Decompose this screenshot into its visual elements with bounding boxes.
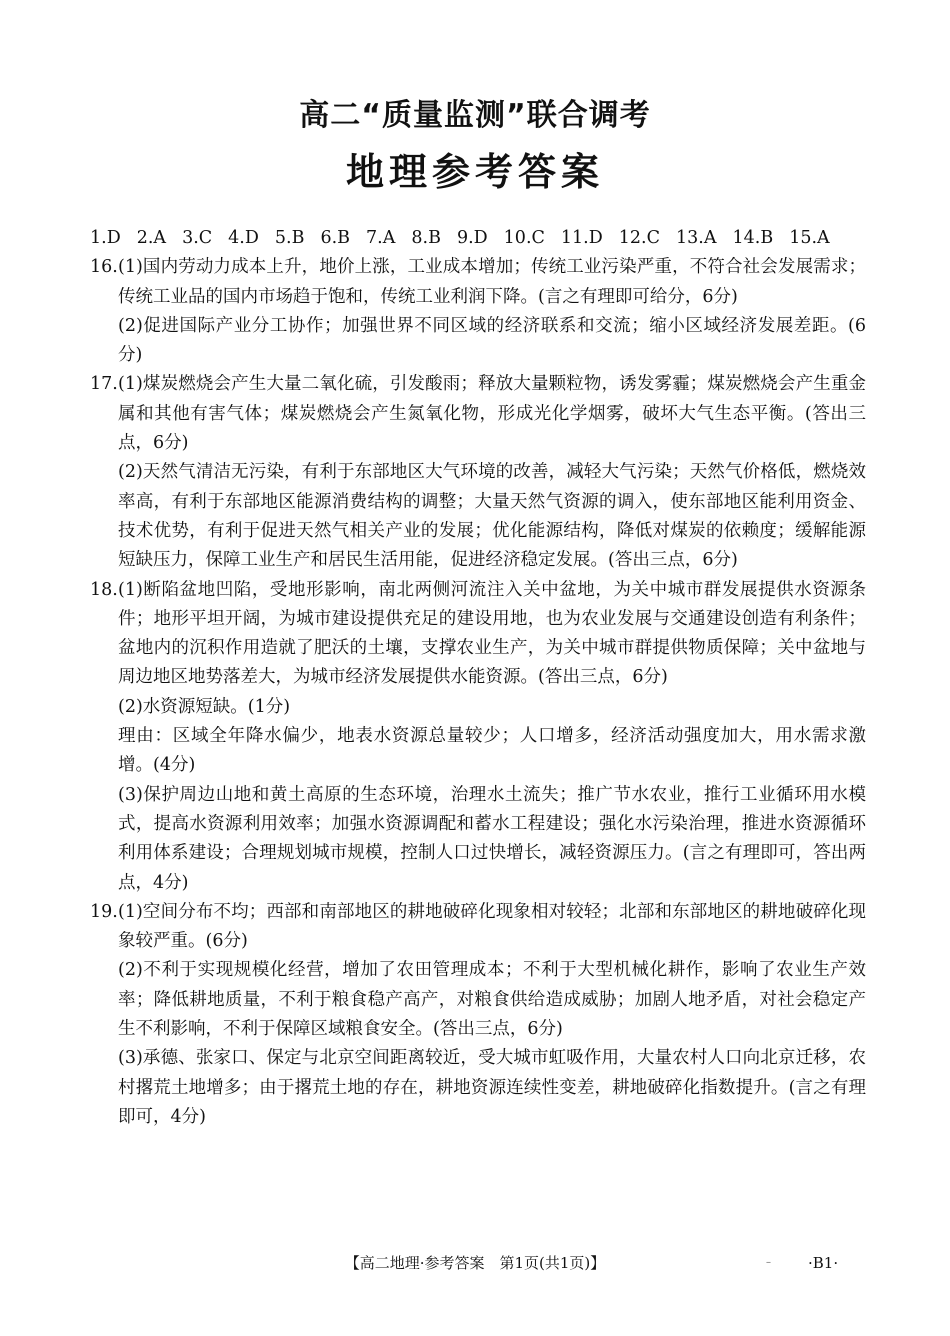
answer-content: [90, 224, 866, 1132]
answer-part: (3)保护周边山地和黄土高原的生态环境，治理水土流失；推广节水农业，推行工业循环用水模式，提高水资源利用效率；加强水资源调配和蓄水工程建设；强化水污染治理，推进水资源循环利用体系建设；合理规划城市规模，控制人口过快增长，减轻资源压力。(言之有理即可，答出两点，4分): [118, 784, 866, 893]
answer-part: (1)煤炭燃烧会产生大量二氧化硫，引发酸雨；释放大量颗粒物，诱发雾霾；煤炭燃烧会产生重金属和其他有害气体；煤炭燃烧会产生氮氧化物，形成光化学烟雾，破坏大气生态平衡。(答出三点，6分): [118, 374, 866, 454]
mc-answer: 12.C: [618, 228, 661, 248]
mc-answer: 5.B: [274, 228, 305, 248]
mc-answer: 6.B: [320, 228, 351, 248]
question-body: [118, 253, 866, 370]
mc-answer: 2.A: [136, 228, 167, 248]
answer-part: (2)促进国际产业分工协作；加强世界不同区域的经济联系和交流；缩小区域经济发展差距。(6分): [118, 315, 866, 366]
mc-answer: 11.D: [560, 228, 603, 248]
footer-label: 【高二地理·参考答案 第1页(共1页)】: [344, 1254, 606, 1272]
mc-answer: 7.A: [366, 228, 396, 248]
mc-answer: 9.D: [456, 228, 488, 248]
mc-answer: 14.B: [732, 228, 774, 248]
question-body: [118, 370, 866, 575]
page-code: ·B1·: [808, 1254, 839, 1272]
page-footer: [0, 1251, 950, 1275]
question-number: 18.: [90, 579, 118, 600]
mc-answer: 10.C: [503, 228, 545, 248]
question-body: [118, 898, 866, 1132]
answer-part: (2)水资源短缺。(1分): [118, 696, 291, 717]
answer-part: (1)国内劳动力成本上升，地价上涨，工业成本增加；传统工业污染严重，不符合社会发展需求；传统工业品的国内市场趋于饱和，传统工业利润下降。(言之有理即可给分，6分): [118, 257, 866, 307]
question-number: 19.: [90, 901, 118, 922]
mc-answer: 3.C: [182, 228, 213, 248]
answer-part: (2)天然气清洁无污染，有利于东部地区大气环境的改善，减轻大气污染；天然气价格低，燃烧效率高，有利于东部地区能源消费结构的调整；大量天然气资源的调入，使东部地区能利用资金、技术优势，有利于促进天然气相关产业的发展；优化能源结构，降低对煤炭的依赖度；缓解能源短缺压力，保障工业生产和居民生活用能，促进经济稳定发展。(答出三点，6分): [118, 462, 866, 571]
multiple-choice-answers: [90, 224, 866, 253]
mc-answer: 4.D: [228, 228, 259, 248]
question-17: [90, 370, 866, 575]
question-number: 17.: [90, 374, 118, 395]
question-16: [90, 253, 866, 370]
exam-title: 高二“质量监测”联合调考: [299, 98, 651, 133]
answer-part: (2)不利于实现规模化经营，增加了农田管理成本；不利于大型机械化耕作，影响了农业生产效率；降低耕地质量，不利于粮食稳产高产，对粮食供给造成威胁；加剧人地矛盾，对社会稳定产生不利影响，不利于保障区域粮食安全。(答出三点，6分): [118, 960, 866, 1040]
answer-part: 理由：区域全年降水偏少，地表水资源总量较少；人口增多，经济活动强度加大，用水需求激增。(4分): [118, 726, 866, 776]
answer-part: (3)承德、张家口、保定与北京空间距离较近，受大城市虹吸作用，大量农村人口向北京迁移，农村撂荒土地增多；由于撂荒土地的存在，耕地资源连续性变差，耕地破碎化指数提升。(言之有理即可，4分): [118, 1048, 866, 1127]
answer-key-title: 地理参考答案: [345, 150, 604, 194]
question-number: 16.: [90, 257, 118, 278]
title-block: [0, 94, 950, 200]
question-18: [90, 576, 866, 898]
question-body: [118, 576, 866, 898]
question-19: [90, 898, 866, 1132]
mc-answer: 15.A: [789, 228, 830, 248]
mc-answer: 8.B: [411, 228, 441, 248]
answer-part: (1)断陷盆地凹陷，受地形影响，南北两侧河流注入关中盆地，为关中城市群发展提供水资源条件；地形平坦开阔，为城市建设提供充足的建设用地，也为农业发展与交通建设创造有利条件；盆地内的沉积作用造就了肥沃的土壤，支撑农业生产，为关中城市群提供物质保障；关中盆地与周边地区地势落差大，为城市经济发展提供水能资源。(答出三点，6分): [118, 579, 866, 688]
footer-mark: –: [766, 1257, 771, 1268]
answer-part: (1)空间分布不均；西部和南部地区的耕地破碎化现象相对较轻；北部和东部地区的耕地破碎化现象较严重。(6分): [118, 901, 866, 952]
mc-answer: 13.A: [676, 228, 717, 248]
mc-answer: 1.D: [90, 228, 121, 248]
